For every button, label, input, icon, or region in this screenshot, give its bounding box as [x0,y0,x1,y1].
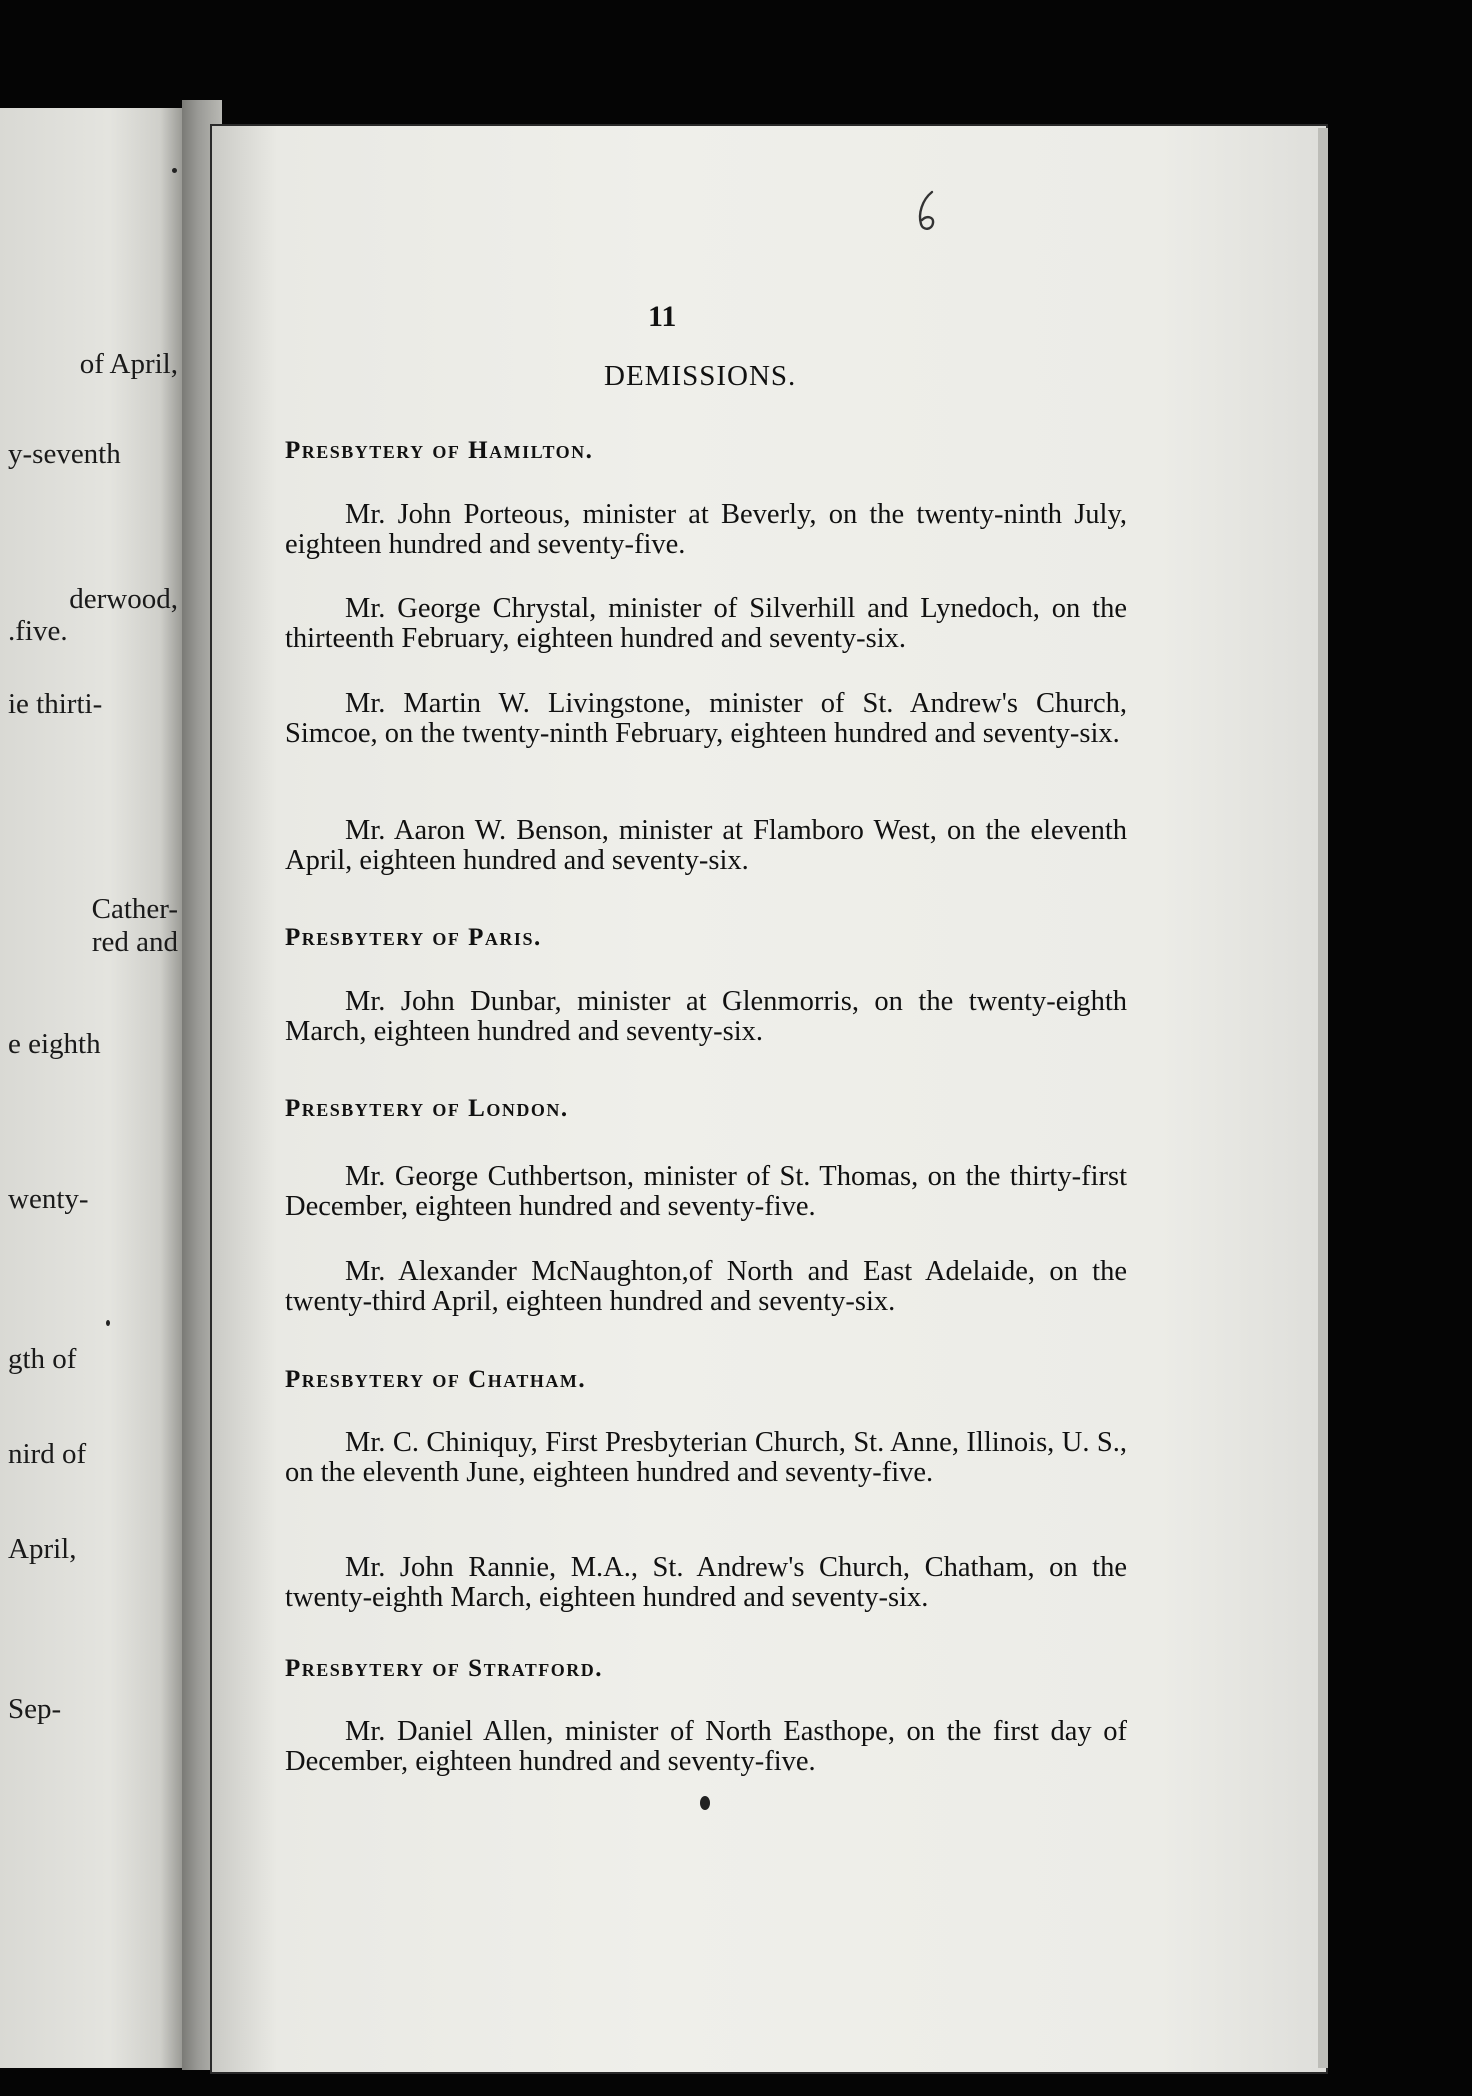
section-heading-hamilton: Presbytery of Hamilton. [285,437,594,464]
demission-entry: Mr. John Dunbar, minister at Glenmorris, on the twenty-eighth March, eighteen hundred and seventy-six. [285,986,1127,1047]
demission-entry: Mr. C. Chiniquy, First Presbyterian Church, St. Anne, Illinois, U. S., on the eleventh June, eighteen hundred and seventy-five. [285,1427,1127,1488]
section-heading-paris: Presbytery of Paris. [285,924,542,951]
left-page-line: .five. [8,615,68,647]
section-heading-chatham: Presbytery of Chatham. [285,1366,587,1393]
demission-entry: Mr. Daniel Allen, minister of North Easthope, on the first day of December, eighteen hundred and seventy-five. [285,1716,1127,1777]
left-page-line: Cather- [91,893,178,925]
scan-speck [172,168,177,173]
demission-entry: Mr. John Porteous, minister at Beverly, on the twenty-ninth July, eighteen hundred and seventy-five. [285,499,1127,560]
demission-entry: Mr. John Rannie, M.A., St. Andrew's Church, Chatham, on the twenty-eighth March, eighteen hundred and seventy-six. [285,1552,1127,1613]
page-number: 11 [648,300,677,333]
left-page-line: derwood, [69,583,178,615]
scan-speck [700,1796,710,1810]
demission-entry: Mr. Martin W. Livingstone, minister of St. Andrew's Church, Simcoe, on the twenty-ninth February, eighteen hundred and seventy-six. [285,688,1127,749]
section-heading-stratford: Presbytery of Stratford. [285,1655,603,1682]
page-title: DEMISSIONS. [604,360,797,392]
left-facing-page [0,108,182,2068]
left-page-line: April, [8,1533,77,1565]
left-page-line: wenty- [8,1183,89,1215]
left-page-line: y-seventh [8,438,121,470]
left-page-line: Sep- [8,1693,62,1725]
left-page-line: e eighth [8,1028,101,1060]
demission-entry: Mr. George Chrystal, minister of Silverhill and Lynedoch, on the thirteenth February, eighteen hundred and seventy-six. [285,593,1127,654]
left-page-line: ie thirti- [8,688,103,720]
left-page-line: red and [91,926,178,958]
demission-entry: Mr. Alexander McNaughton,of North and East Adelaide, on the twenty-third April, eighteen hundred and seventy-six. [285,1256,1127,1317]
scan-speck [106,1320,110,1326]
left-page-line: of April, [79,348,178,380]
section-heading-london: Presbytery of London. [285,1095,569,1122]
left-page-line: gth of [8,1343,77,1375]
demission-entry: Mr. George Cuthbertson, minister of St. Thomas, on the thirty-first December, eighteen hundred and seventy-five. [285,1161,1127,1222]
demission-entry: Mr. Aaron W. Benson, minister at Flamboro West, on the eleventh April, eighteen hundred and seventy-six. [285,815,1127,876]
handwritten-page-mark [912,188,940,234]
left-page-line: nird of [8,1438,87,1470]
page-edge [1318,128,1328,2068]
